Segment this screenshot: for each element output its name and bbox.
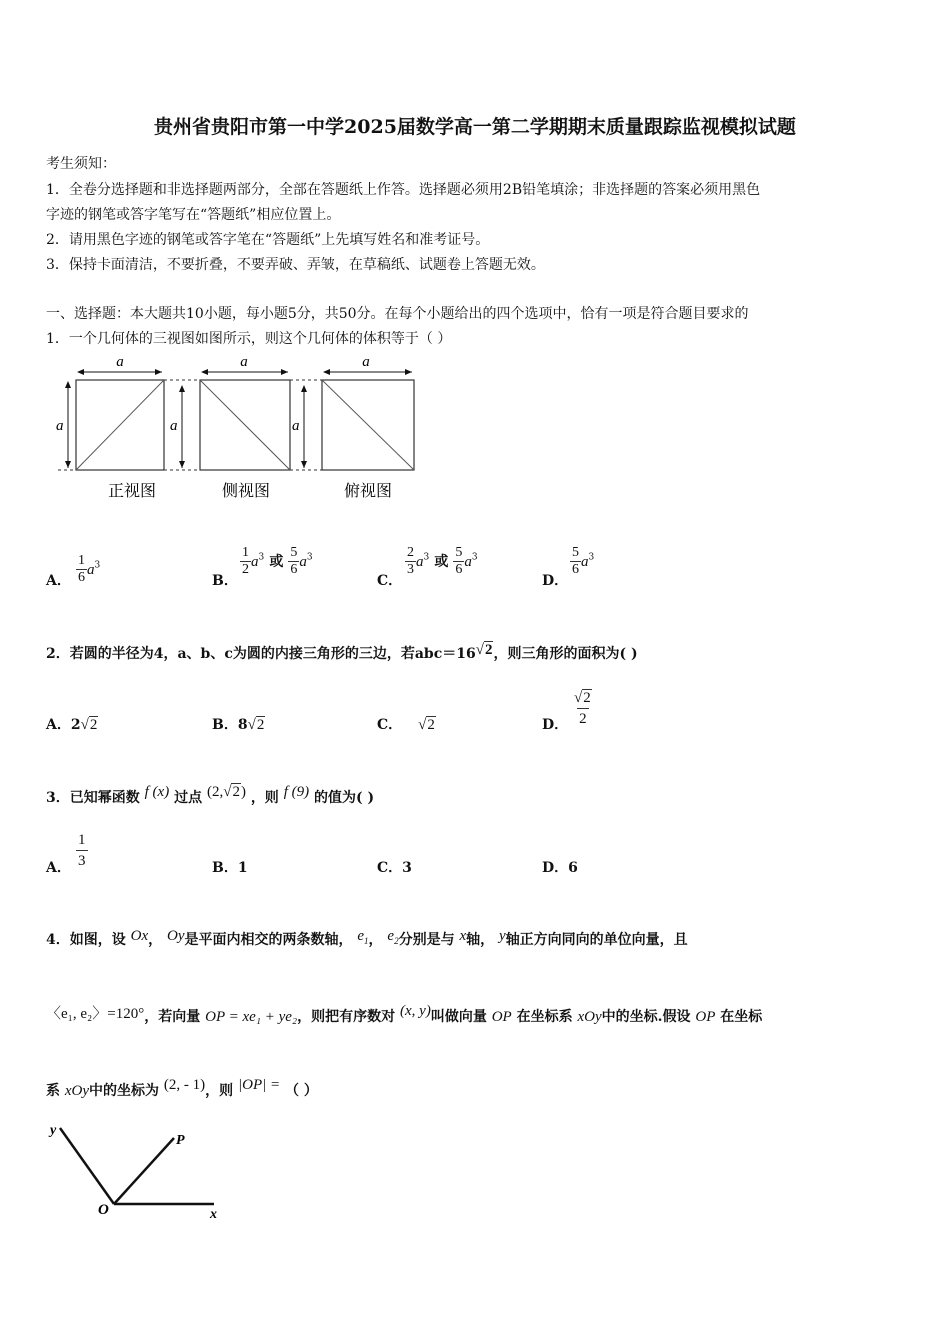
q3-option-a-label: A． [46,860,71,876]
notice-item-3: 3．保持卡面清洁，不要折叠，不要弄破、弄皱，在草稿纸、试题卷上答题无效。 [46,257,545,273]
origin-label: O [98,1202,109,1218]
side-height-label: a [170,418,178,434]
q3-stem: 3．已知幂函数 f (x) 过点 (2,√2) ，则 f (9) 的值为( ) [46,784,375,806]
q1-option-b: $\frac{1}{2}$ $a^3$ 或 $\frac{5}{6}$ $a^3$ [242,545,313,577]
x-axis-label: x [210,1207,217,1222]
q1-option-a: $\frac{1}{6}$ $a^3$ [78,553,101,585]
q2-option-d: $\frac{√2}{2}$ [574,690,591,727]
front-width-label: a [116,354,124,370]
side-view-diagonal [200,380,290,470]
q3-option-d: D．6 [542,860,578,876]
top-height-label: a [292,418,300,434]
y-axis [60,1128,114,1204]
q4-line-2: 〈e₁, e₂〉=120°，若向量 OP = xe₁ + ye₂，则把有序数对 (x, y)叫做向量 OP 在坐标系 xOy中的坐标.假设 OP 在坐标 [46,1003,763,1025]
y-axis-label: y [50,1123,57,1138]
q2-option-b: B．8√2 [212,717,265,733]
q1-option-c-label: C． [377,573,403,589]
q1-three-views-figure [50,352,430,502]
page-title: 贵州省贵阳市第一中学2025届数学高一第二学期期末质量跟踪监视模拟试题 [154,116,796,138]
q4-axes-figure [46,1118,231,1223]
notice-item-1: 1．全卷分选择题和非选择题两部分，全部在答题纸上作答。选择题必须用2B铅笔填涂；非选择题的答案必须用黑色 [46,182,761,198]
q4-line-1: 4．如图，设 Ox， Oy是平面内相交的两条数轴， $e_1$， $e_2$分别是与 x轴， y轴正方向同向的单位向量，且 [46,928,688,948]
q3-option-c: C．3 [377,860,412,876]
q2-stem: 2．若圆的半径为4，a、b、c为圆的内接三角形的三边，若abc＝16√2，则三角形的面积为( ) [46,642,638,662]
q3-option-b: B．1 [212,860,248,876]
front-height-label: a [56,418,64,434]
q2-option-d-label: D． [542,717,569,733]
q1-option-d-label: D． [542,573,569,589]
q1-option-d: $\frac{5}{6}$ $a^3$ [572,545,595,577]
side-view-caption: 侧视图 [222,483,271,500]
section-heading: 一、选择题：本大题共10小题，每小题5分，共50分。在每个小题给出的四个选项中，恰有一项是符合题目要求的 [46,306,749,322]
q1-option-a-label: A． [46,573,71,589]
vector-op [114,1138,174,1204]
q2-option-c: C． √2 [377,717,435,733]
top-view-diagonal [322,380,414,470]
front-view-diagonal [76,380,164,470]
q2-option-a: A．2√2 [46,717,98,733]
q1-stem: 1．一个几何体的三视图如图所示，则这个几何体的体积等于（ ） [46,331,452,347]
q1-option-b-label: B． [212,573,238,589]
notice-item-2: 2．请用黑色字迹的钢笔或答字笔在“答题纸”上先填写姓名和准考证号。 [46,232,490,248]
q3-option-a: $\frac{1}{3}$ [78,832,86,869]
notice-item-1-cont: 字迹的钢笔或答字笔写在“答题纸”相应位置上。 [46,207,341,223]
q4-line-3: 系 xOy中的坐标为 (2, - 1)，则 |OP| = （ ） [46,1077,318,1099]
side-width-label: a [240,354,248,370]
q1-option-c: $\frac{2}{3}$ $a^3$ 或 $\frac{5}{6}$ $a^3$ [407,545,478,577]
top-width-label: a [362,354,370,370]
point-p-label: P [176,1133,185,1148]
notice-heading: 考生须知： [46,156,116,172]
front-view-caption: 正视图 [108,483,157,500]
top-view-caption: 俯视图 [344,483,393,500]
